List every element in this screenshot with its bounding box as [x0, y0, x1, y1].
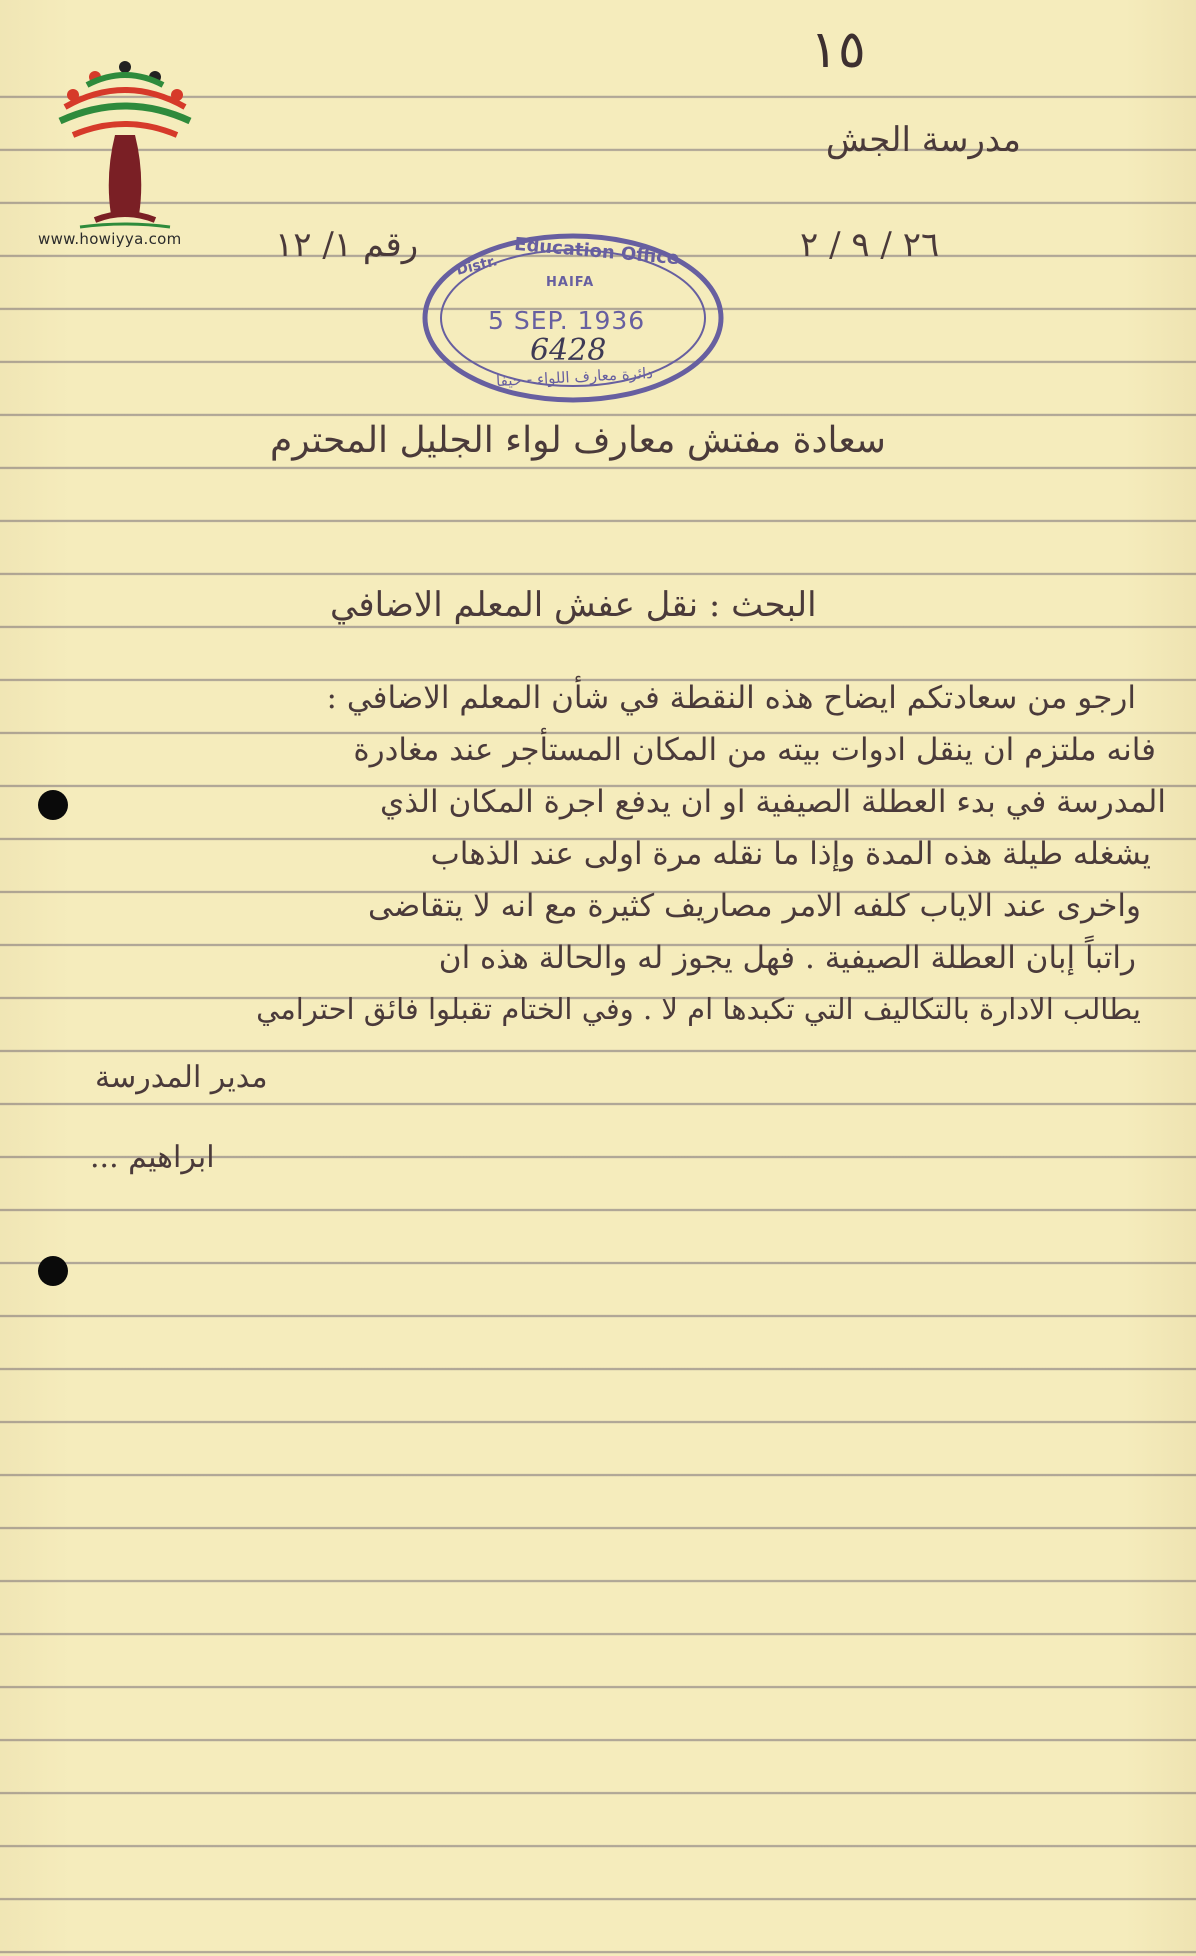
- stamp-office: Education Office: [513, 233, 680, 270]
- watermark-url: www.howiyya.com: [38, 230, 182, 248]
- body-line: يطالب الادارة بالتكاليف التي تكبدها ام لا . وفي الختام تقبلوا فائق احترامي: [256, 992, 1141, 1026]
- page-number: ١٥: [810, 20, 866, 80]
- stamp-city: HAIFA: [546, 275, 595, 290]
- letter-date: ٢٦ / ٩ / ٢: [800, 225, 940, 265]
- signature-name: ابراهيم ...: [90, 1140, 215, 1175]
- signature-title: مدير المدرسة: [95, 1060, 268, 1095]
- body-line: يشغله طيلة هذه المدة وإذا ما نقله مرة اولى عند الذهاب: [430, 836, 1151, 872]
- received-stamp: [418, 228, 728, 408]
- stamp-number: 6428: [530, 333, 607, 368]
- punch-hole-icon: [38, 790, 68, 820]
- stamp-district: Distr.: [454, 253, 499, 279]
- punch-hole-icon: [38, 1256, 68, 1286]
- stamp-arabic: دائرة معارف اللواء - حيفا: [495, 363, 654, 391]
- body-line: فانه ملتزم ان ينقل ادوات بيته من المكان المستأجر عند مغادرة: [353, 732, 1156, 768]
- reference-number: رقم ١/ ١٢: [275, 225, 419, 265]
- howiyya-logo-icon: [35, 55, 215, 255]
- body-line: راتباً إبان العطلة الصيفية . فهل يجوز له والحالة هذه ان: [438, 940, 1136, 976]
- subject-line: البحث : نقل عفش المعلم الاضافي: [330, 585, 817, 625]
- body-line: واخرى عند الاياب كلفه الامر مصاريف كثيرة مع انه لا يتقاضى: [367, 888, 1141, 924]
- body-line: ارجو من سعادتكم ايضاح هذه النقطة في شأن المعلم الاضافي :: [326, 680, 1136, 716]
- stamp-date: 5 SEP. 1936: [488, 306, 646, 335]
- recipient-line: سعادة مفتش معارف لواء الجليل المحترم: [270, 420, 886, 461]
- school-name: مدرسة الجش: [825, 120, 1021, 160]
- body-line: المدرسة في بدء العطلة الصيفية او ان يدفع اجرة المكان الذي: [380, 784, 1166, 820]
